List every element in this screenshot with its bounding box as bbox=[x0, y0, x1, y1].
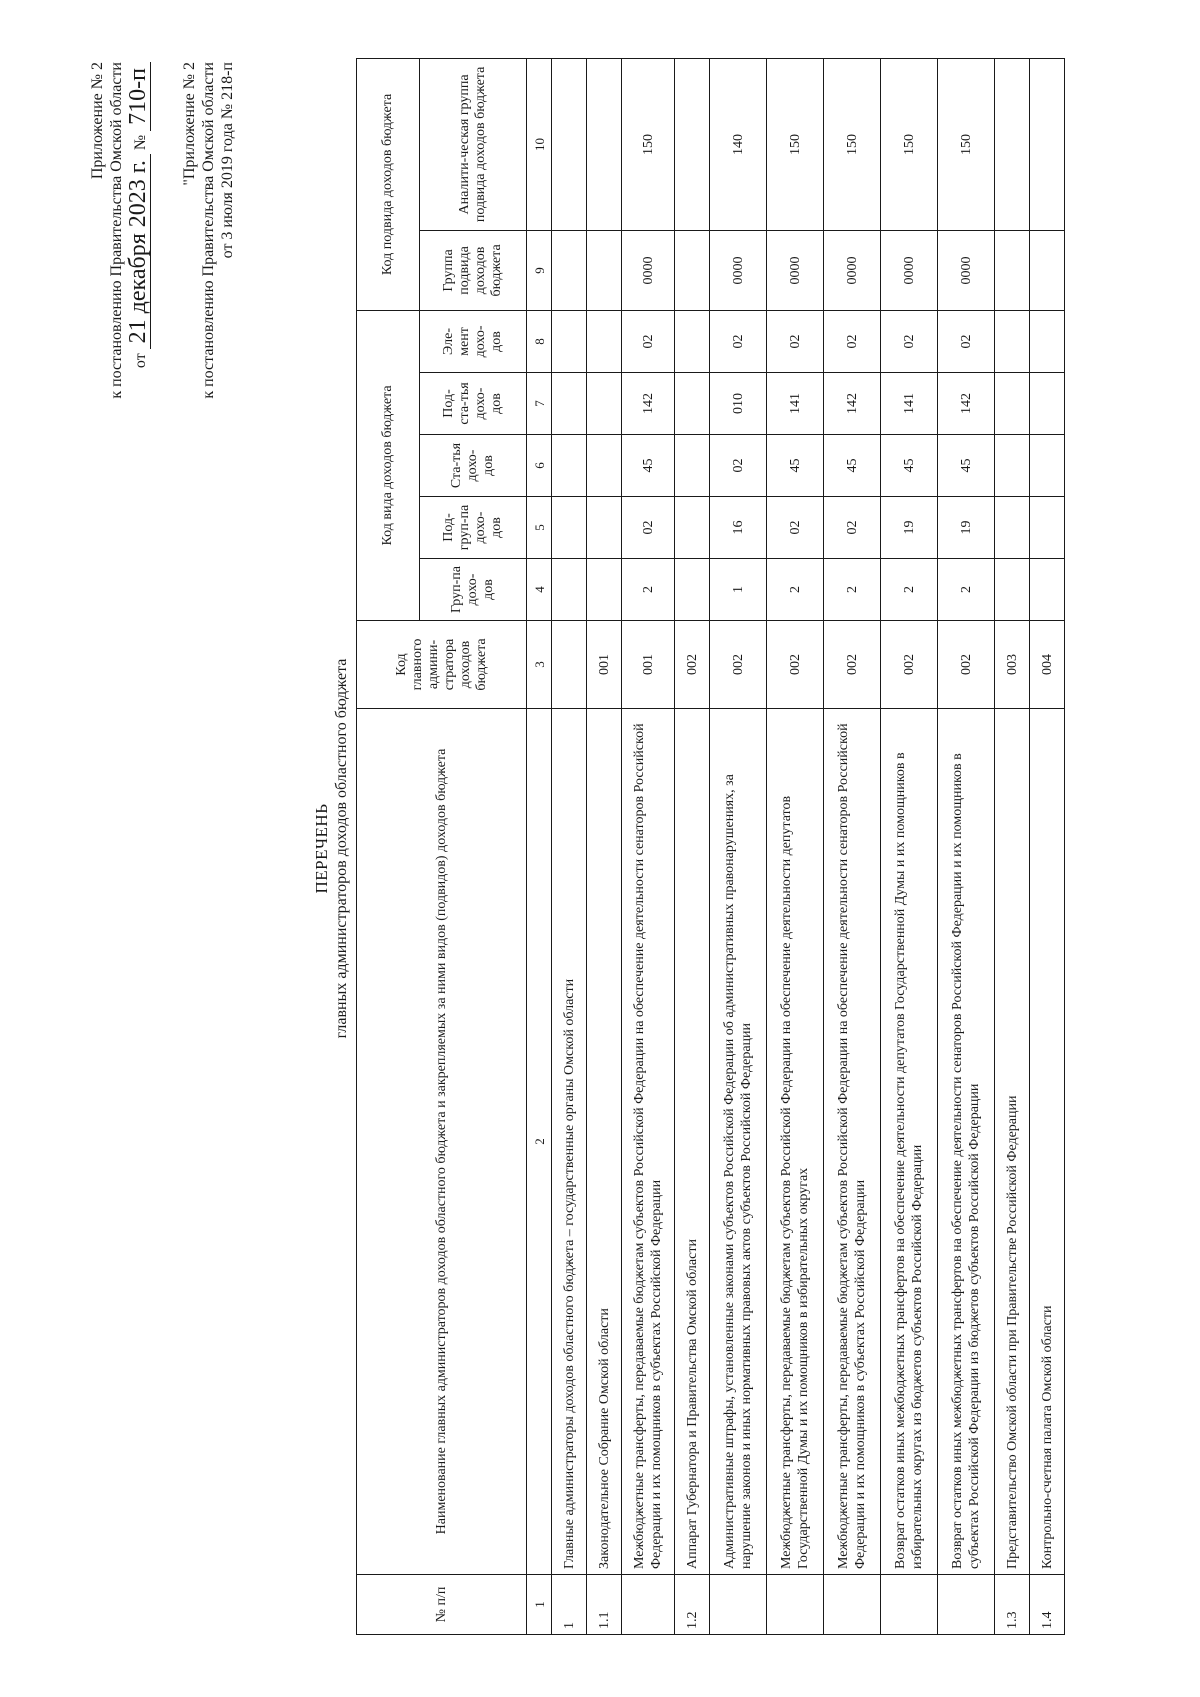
row-group bbox=[552, 559, 587, 621]
row-subarticle: 142 bbox=[938, 373, 995, 435]
row-element bbox=[552, 310, 587, 372]
revenue-table-wrapper bbox=[356, 59, 1065, 1635]
table-row bbox=[767, 58, 824, 1634]
row-subtype: 0000 bbox=[938, 230, 995, 310]
column-number: 7 bbox=[527, 373, 552, 435]
row-subarticle bbox=[675, 373, 710, 435]
row-group: 2 bbox=[824, 559, 881, 621]
row-name: Аппарат Губернатора и Правительства Омской области bbox=[675, 709, 710, 1575]
row-analytic: 150 bbox=[881, 58, 938, 230]
row-subtype: 0000 bbox=[767, 230, 824, 310]
row-number: 1.2 bbox=[675, 1575, 710, 1635]
row-subtype: 0000 bbox=[824, 230, 881, 310]
row-element: 02 bbox=[710, 310, 767, 372]
row-analytic bbox=[1030, 58, 1065, 230]
row-admin-code: 002 bbox=[938, 621, 995, 709]
appendix-header-old bbox=[180, 62, 237, 622]
appendix-line: к постановлению Правительства Омской области bbox=[108, 62, 125, 399]
table-row bbox=[995, 58, 1030, 1634]
row-analytic bbox=[675, 58, 710, 230]
table-row bbox=[710, 58, 767, 1634]
row-article bbox=[995, 435, 1030, 497]
column-number: 6 bbox=[527, 435, 552, 497]
row-subarticle bbox=[995, 373, 1030, 435]
row-element bbox=[587, 310, 622, 372]
row-subarticle bbox=[552, 373, 587, 435]
header-subtype: Группа подвида доходов бюджета bbox=[420, 230, 527, 310]
header-type-code: Код вида доходов бюджета bbox=[357, 310, 420, 620]
row-admin-code: 002 bbox=[710, 621, 767, 709]
table-row bbox=[824, 58, 881, 1634]
row-element: 02 bbox=[881, 310, 938, 372]
row-article: 45 bbox=[824, 435, 881, 497]
row-subgroup: 02 bbox=[767, 497, 824, 559]
header-num: № п/п bbox=[357, 1575, 527, 1635]
row-subtype bbox=[552, 230, 587, 310]
date-prefix: от bbox=[132, 353, 149, 369]
row-group: 2 bbox=[881, 559, 938, 621]
column-number: 1 bbox=[527, 1575, 552, 1635]
row-subgroup: 16 bbox=[710, 497, 767, 559]
row-group: 2 bbox=[622, 559, 675, 621]
table-row bbox=[938, 58, 995, 1634]
row-subtype: 0000 bbox=[710, 230, 767, 310]
row-admin-code bbox=[552, 621, 587, 709]
decree-number: 710-п bbox=[126, 62, 151, 131]
row-analytic bbox=[552, 58, 587, 230]
row-group bbox=[995, 559, 1030, 621]
row-subgroup bbox=[995, 497, 1030, 559]
row-subarticle: 141 bbox=[881, 373, 938, 435]
row-number: 1.3 bbox=[995, 1575, 1030, 1635]
row-article: 45 bbox=[622, 435, 675, 497]
row-article bbox=[552, 435, 587, 497]
row-article: 02 bbox=[710, 435, 767, 497]
row-admin-code: 003 bbox=[995, 621, 1030, 709]
appendix-line: к постановлению Правительства Омской области bbox=[200, 62, 217, 399]
row-subgroup bbox=[675, 497, 710, 559]
header-name: Наименование главных администраторов доходов областного бюджета и закрепляемых за ними видов (подвидов) доходов бюджета bbox=[357, 709, 527, 1575]
revenue-administrators-table bbox=[356, 58, 1065, 1635]
row-group: 1 bbox=[710, 559, 767, 621]
row-admin-code: 001 bbox=[622, 621, 675, 709]
row-group bbox=[1030, 559, 1065, 621]
header-admin-code: Код главного админи-стратора доходов бюджета bbox=[357, 621, 527, 709]
table-row bbox=[587, 58, 622, 1634]
decree-date: 21 декабря 2023 г. bbox=[126, 154, 151, 349]
row-subtype bbox=[1030, 230, 1065, 310]
row-subtype: 0000 bbox=[622, 230, 675, 310]
row-number bbox=[938, 1575, 995, 1635]
header-analytic: Аналити-ческая группа подвида доходов бюджета bbox=[420, 58, 527, 230]
row-analytic: 150 bbox=[767, 58, 824, 230]
row-group bbox=[675, 559, 710, 621]
row-analytic bbox=[587, 58, 622, 230]
header-subarticle: Под-ста-тья дохо-дов bbox=[420, 373, 527, 435]
row-analytic: 140 bbox=[710, 58, 767, 230]
row-group: 2 bbox=[767, 559, 824, 621]
row-element: 02 bbox=[622, 310, 675, 372]
column-number: 9 bbox=[527, 230, 552, 310]
row-group bbox=[587, 559, 622, 621]
row-subarticle: 010 bbox=[710, 373, 767, 435]
row-article: 45 bbox=[881, 435, 938, 497]
row-number bbox=[767, 1575, 824, 1635]
row-admin-code: 004 bbox=[1030, 621, 1065, 709]
column-number: 2 bbox=[527, 709, 552, 1575]
row-subarticle bbox=[1030, 373, 1065, 435]
row-name: Контрольно-счетная палата Омской области bbox=[1030, 709, 1065, 1575]
row-article bbox=[675, 435, 710, 497]
row-admin-code: 002 bbox=[767, 621, 824, 709]
row-subgroup bbox=[1030, 497, 1065, 559]
appendix-line: "Приложение № 2 bbox=[181, 62, 198, 186]
row-article: 45 bbox=[767, 435, 824, 497]
table-row bbox=[622, 58, 675, 1634]
row-admin-code: 002 bbox=[881, 621, 938, 709]
column-number: 10 bbox=[527, 58, 552, 230]
row-admin-code: 002 bbox=[824, 621, 881, 709]
column-number: 8 bbox=[527, 310, 552, 372]
row-subarticle bbox=[587, 373, 622, 435]
row-subgroup: 19 bbox=[881, 497, 938, 559]
row-subgroup: 02 bbox=[824, 497, 881, 559]
row-analytic: 150 bbox=[824, 58, 881, 230]
row-name: Возврат остатков иных межбюджетных трансфертов на обеспечение деятельности депутатов Государственной Думы и их помощников в избирательных округах из бюджетов субъектов Российской Федерации bbox=[881, 709, 938, 1575]
table-row bbox=[675, 58, 710, 1634]
header-subgroup: Под-груп-па дохо-дов bbox=[420, 497, 527, 559]
row-element bbox=[1030, 310, 1065, 372]
row-subarticle: 142 bbox=[824, 373, 881, 435]
row-element bbox=[675, 310, 710, 372]
row-article bbox=[587, 435, 622, 497]
appendix-header-new bbox=[88, 62, 151, 622]
document-title: ПЕРЕЧЕНЬ bbox=[312, 803, 331, 894]
header-group: Груп-па дохо-дов bbox=[420, 559, 527, 621]
row-subgroup bbox=[587, 497, 622, 559]
row-subarticle: 141 bbox=[767, 373, 824, 435]
header-element: Эле-мент дохо-дов bbox=[420, 310, 527, 372]
row-name: Административные штрафы, установленные законами субъектов Российской Федерации об административных правонарушениях, за нарушение законов и иных нормативных правовых актов субъектов Российской Федерации bbox=[710, 709, 767, 1575]
row-subtype: 0000 bbox=[881, 230, 938, 310]
row-analytic bbox=[995, 58, 1030, 230]
column-number: 5 bbox=[527, 497, 552, 559]
appendix-line: от 3 июля 2019 года № 218-п bbox=[219, 62, 236, 259]
row-element bbox=[995, 310, 1030, 372]
row-number bbox=[710, 1575, 767, 1635]
column-number: 4 bbox=[527, 559, 552, 621]
appendix-date-line bbox=[126, 62, 151, 622]
table-row bbox=[552, 58, 587, 1634]
row-name: Главные администраторы доходов областного бюджета – государственные органы Омской области bbox=[552, 709, 587, 1575]
row-number: 1.4 bbox=[1030, 1575, 1065, 1635]
document-subtitle: главных администраторов доходов областного бюджета bbox=[333, 658, 350, 1039]
row-subtype bbox=[675, 230, 710, 310]
row-subtype bbox=[995, 230, 1030, 310]
row-name: Возврат остатков иных межбюджетных трансфертов на обеспечение деятельности сенаторов Российской Федерации и их помощников в субъектах Российской Федерации из бюджетов субъектов Российской Федерации bbox=[938, 709, 995, 1575]
row-name: Межбюджетные трансферты, передаваемые бюджетам субъектов Российской Федерации на обеспечение деятельности сенаторов Российской Федерации и их помощников в субъектах Российской Федерации bbox=[622, 709, 675, 1575]
table-row bbox=[881, 58, 938, 1634]
row-number bbox=[824, 1575, 881, 1635]
row-group: 2 bbox=[938, 559, 995, 621]
number-sign: № bbox=[132, 134, 149, 151]
row-article: 45 bbox=[938, 435, 995, 497]
row-name: Межбюджетные трансферты, передаваемые бюджетам субъектов Российской Федерации на обеспечение деятельности депутатов Государственной Думы и их помощников в избирательных округах bbox=[767, 709, 824, 1575]
row-subgroup bbox=[552, 497, 587, 559]
header-article: Ста-тья дохо-дов bbox=[420, 435, 527, 497]
row-article bbox=[1030, 435, 1065, 497]
row-analytic: 150 bbox=[938, 58, 995, 230]
row-admin-code: 001 bbox=[587, 621, 622, 709]
table-row bbox=[1030, 58, 1065, 1634]
row-number: 1.1 bbox=[587, 1575, 622, 1635]
row-analytic: 150 bbox=[622, 58, 675, 230]
row-name: Законодательное Собрание Омской области bbox=[587, 709, 622, 1575]
row-subgroup: 19 bbox=[938, 497, 995, 559]
row-element: 02 bbox=[938, 310, 995, 372]
header-subtype-code: Код подвида доходов бюджета bbox=[357, 58, 420, 310]
row-subarticle: 142 bbox=[622, 373, 675, 435]
row-subgroup: 02 bbox=[622, 497, 675, 559]
row-element: 02 bbox=[824, 310, 881, 372]
table-body bbox=[552, 58, 1065, 1634]
row-number bbox=[881, 1575, 938, 1635]
row-element: 02 bbox=[767, 310, 824, 372]
row-number: 1 bbox=[552, 1575, 587, 1635]
row-admin-code: 002 bbox=[675, 621, 710, 709]
row-name: Межбюджетные трансферты, передаваемые бюджетам субъектов Российской Федерации на обеспечение деятельности сенаторов Российской Федерации и их помощников в субъектах Российской Федерации bbox=[824, 709, 881, 1575]
column-number: 3 bbox=[527, 621, 552, 709]
row-subtype bbox=[587, 230, 622, 310]
row-name: Представительство Омской области при Правительстве Российской Федерации bbox=[995, 709, 1030, 1575]
appendix-line: Приложение № 2 bbox=[89, 62, 106, 180]
row-number bbox=[622, 1575, 675, 1635]
title-block bbox=[312, 0, 352, 1697]
